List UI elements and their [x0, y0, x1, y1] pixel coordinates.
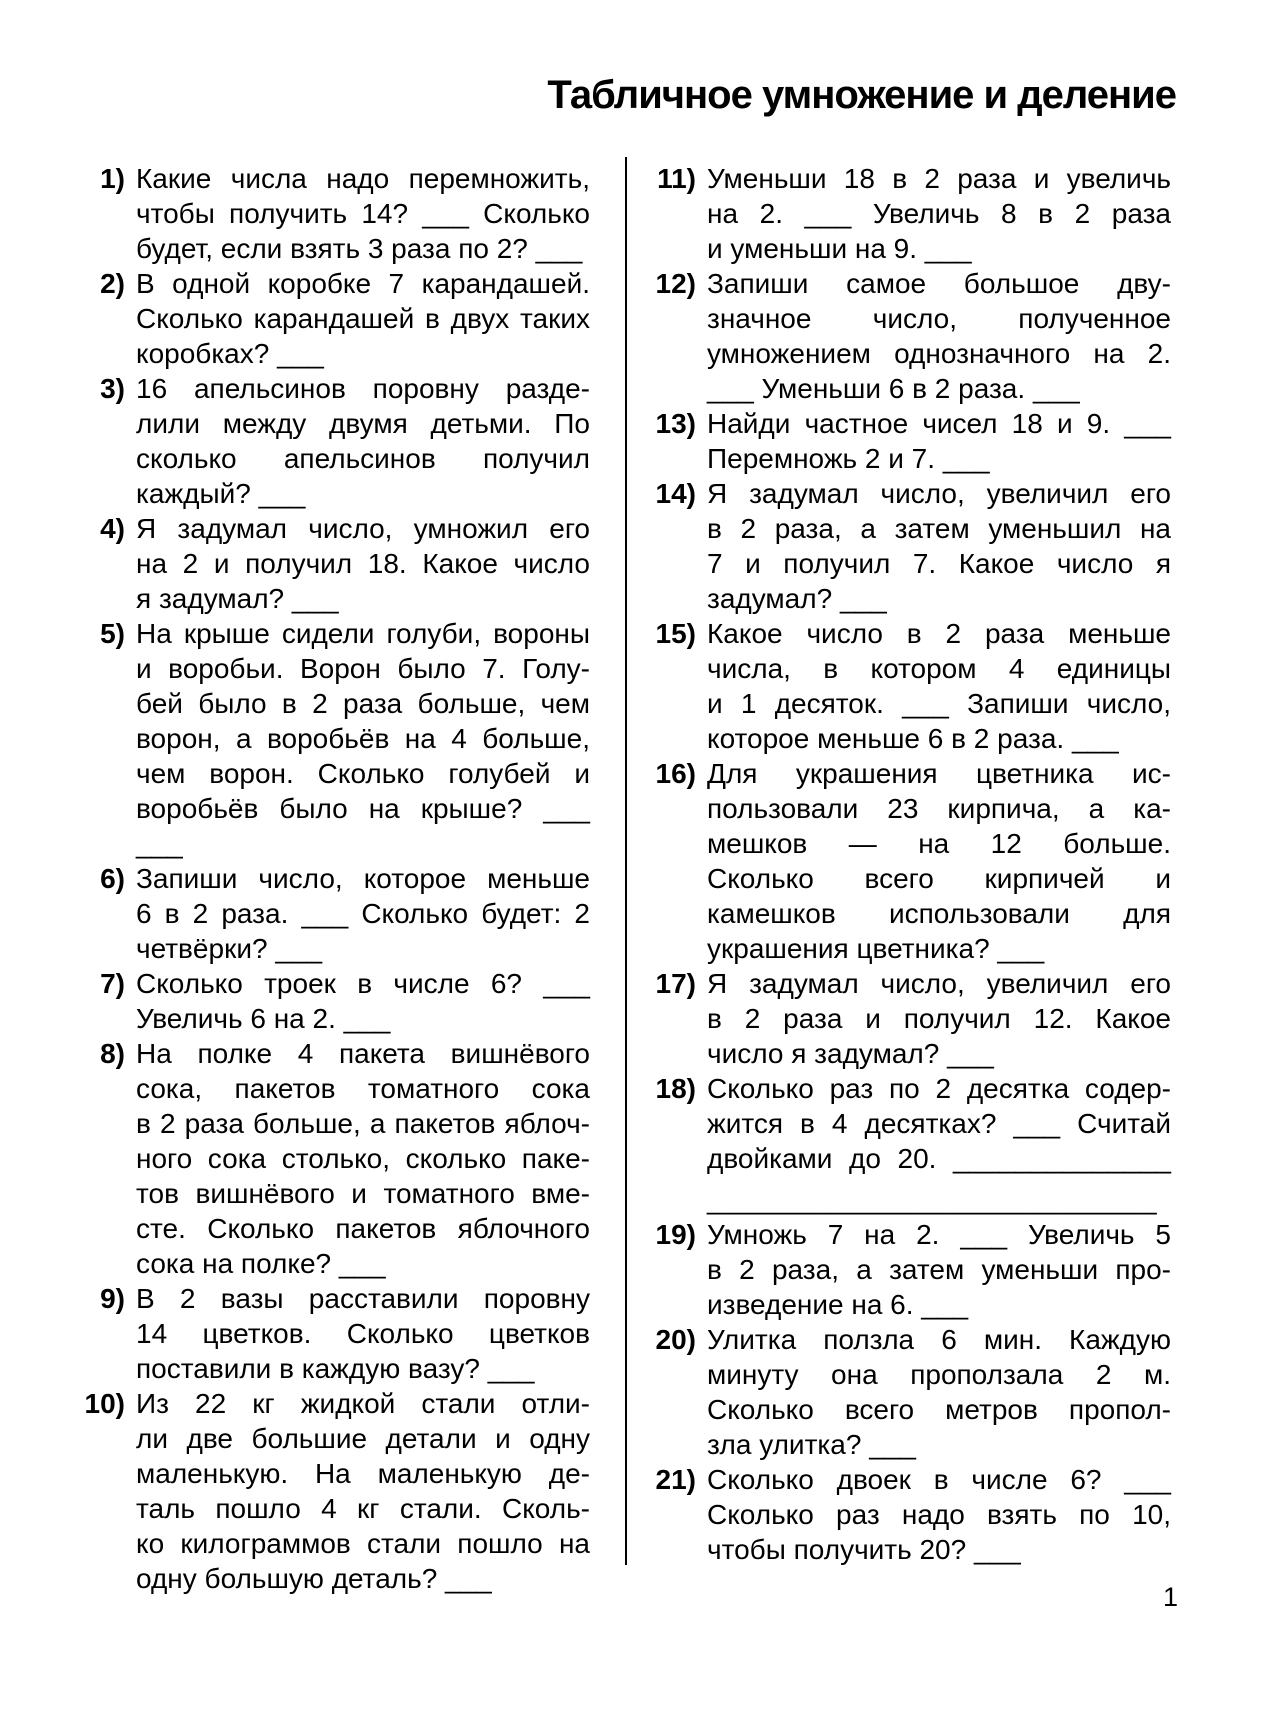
problem-number: 13): [655, 408, 696, 439]
problem: [100, 161, 590, 266]
problem-line: чем ворон. Сколько голубей и: [136, 758, 590, 789]
worksheet-title: Табличное умножение и деление: [547, 73, 1176, 117]
problem-line: числа, в котором 4 единицы: [707, 653, 1171, 684]
problem: [100, 1281, 590, 1386]
problem-line: Я задумал число, умножил его: [136, 513, 590, 544]
problems-column-left: [84, 161, 590, 1596]
problem-line: Сколько всего кирпичей и: [707, 863, 1171, 894]
problem-line: будет, если взять 3 раза по 2? ___: [136, 233, 583, 264]
problem-line: таль пошло 4 кг стали. Сколь-: [136, 1493, 590, 1524]
problem-line: Перемножь 2 и 7. ___: [707, 443, 990, 474]
problem-line: жится в 4 десятках? ___ Считай: [707, 1108, 1171, 1139]
problems-column-right: [655, 161, 1171, 1567]
problem-line: чтобы получить 20? ___: [707, 1534, 1021, 1565]
problem-line: значное число, полученное: [707, 303, 1171, 334]
problem-line: в 2 раза, а затем уменьши про-: [707, 1254, 1171, 1285]
problem-number: 3): [100, 373, 125, 404]
problem-number: 1): [100, 163, 125, 194]
problem-number: 17): [655, 968, 696, 999]
problem: [655, 616, 1171, 756]
problem-line: Сколько всего метров пропол-: [707, 1394, 1171, 1425]
problem-line: Сколько карандашей в двух таких: [136, 303, 590, 334]
problem-line: камешков использовали для: [707, 898, 1171, 929]
problem-line: 16 апельсинов поровну разде-: [136, 373, 590, 404]
column-divider: [625, 157, 627, 1565]
problem-number: 19): [655, 1219, 696, 1250]
problem-line: ворон, а воробьёв на 4 больше,: [136, 723, 590, 754]
problem-line: сколько апельсинов получил: [136, 443, 590, 474]
problem: [655, 1462, 1171, 1567]
problem-number: 15): [655, 618, 696, 649]
problem-number: 7): [100, 968, 125, 999]
problem-line: Я задумал число, увеличил его: [707, 478, 1171, 509]
problem-line: двойками до 20. ______________: [707, 1143, 1171, 1174]
problem-line: сте. Сколько пакетов яблочного: [136, 1213, 590, 1244]
problem-number: 14): [655, 478, 696, 509]
problem-number: 12): [655, 268, 696, 299]
problem-line: Я задумал число, увеличил его: [707, 968, 1171, 999]
problem-number: 11): [657, 163, 696, 194]
problem-line: На крыше сидели голуби, вороны: [136, 618, 590, 649]
problem-line: сока на полке? ___: [136, 1248, 386, 1279]
problem-line: Уменьши 18 в 2 раза и увеличь: [707, 163, 1171, 194]
problem-line: Увеличь 6 на 2. ___: [136, 1003, 391, 1034]
problem-line: На полке 4 пакета вишнёвого: [136, 1038, 590, 1069]
problem-number: 4): [100, 513, 125, 544]
problem-line: сока, пакетов томатного сока: [136, 1073, 590, 1104]
problem-number: 9): [100, 1283, 125, 1314]
problem: [655, 266, 1171, 406]
problem-line: одну большую деталь? ___: [136, 1563, 492, 1594]
problem: [655, 1322, 1171, 1462]
problem-line: умножением однозначного на 2.: [707, 338, 1171, 369]
problem-line: тов вишнёвого и томатного вме-: [136, 1178, 590, 1209]
problem-line: В 2 вазы расставили поровну: [136, 1283, 590, 1314]
problem-line: 7 и получил 7. Какое число я: [707, 548, 1171, 579]
problem: [655, 1217, 1171, 1322]
problem: [100, 266, 590, 371]
problem-line: и уменьши на 9. ___: [707, 233, 972, 264]
problem-line: ____________________________: [707, 1184, 1158, 1215]
problem: [655, 966, 1171, 1071]
problem-line: Какие числа надо перемножить,: [136, 163, 590, 194]
problem-line: Умножь 7 на 2. ___ Увеличь 5: [707, 1219, 1171, 1250]
problem-number: 2): [100, 268, 125, 299]
problem: [657, 161, 1171, 266]
problem: [100, 861, 590, 966]
problem-line: Улитка ползла 6 мин. Каждую: [707, 1324, 1171, 1355]
problem: [655, 406, 1171, 476]
page-number: 1: [1162, 1582, 1178, 1612]
problem-line: число я задумал? ___: [707, 1038, 994, 1069]
problem-line: бей было в 2 раза больше, чем: [136, 688, 590, 719]
problem-line: зла улитка? ___: [707, 1429, 916, 1460]
problem-line: Сколько раз по 2 десятка содер-: [707, 1073, 1171, 1104]
problem-number: 21): [655, 1464, 696, 1495]
problem-number: 5): [100, 618, 125, 649]
problem: [100, 511, 590, 616]
problem-number: 6): [100, 863, 125, 894]
problem-line: лили между двумя детьми. По: [136, 408, 590, 439]
problem-line: Сколько двоек в числе 6? ___: [707, 1464, 1171, 1495]
problem-line: задумал? ___: [707, 583, 887, 614]
problem-line: в 2 раза больше, а пакетов яблоч-: [136, 1108, 590, 1139]
problem-line: я задумал? ___: [136, 583, 339, 614]
problem: [655, 476, 1171, 616]
problem-line: Сколько раз надо взять по 10,: [707, 1499, 1171, 1530]
problem: [100, 616, 590, 861]
problem-line: ___ Уменьши 6 в 2 раза. ___: [707, 373, 1080, 404]
problem-number: 8): [100, 1038, 125, 1069]
problem: [100, 966, 590, 1036]
problem-line: и воробьи. Ворон было 7. Голу-: [136, 653, 590, 684]
problem-line: 14 цветков. Сколько цветков: [136, 1318, 590, 1349]
problem-line: в 2 раза и получил 12. Какое: [707, 1003, 1171, 1034]
problem-line: изведение на 6. ___: [707, 1289, 969, 1320]
problem-line: минуту она проползала 2 м.: [707, 1359, 1171, 1390]
problem-line: 6 в 2 раза. ___ Сколько будет: 2: [136, 898, 590, 929]
problem: [100, 371, 590, 511]
problem-line: мешков — на 12 больше.: [707, 828, 1171, 859]
problem-line: чтобы получить 14? ___ Сколько: [136, 198, 590, 229]
problem-line: Запиши самое большое дву-: [707, 268, 1171, 299]
problem-line: четвёрки? ___: [136, 933, 323, 964]
problem-line: которое меньше 6 в 2 раза. ___: [707, 723, 1119, 754]
problem-line: на 2 и получил 18. Какое число: [136, 548, 590, 579]
problem: [655, 756, 1171, 966]
problem-line: в 2 раза, а затем уменьшил на: [707, 513, 1171, 544]
problem: [84, 1386, 590, 1596]
problem-line: украшения цветника? ___: [707, 933, 1045, 964]
problem-number: 20): [655, 1324, 696, 1355]
problem: [655, 1071, 1171, 1217]
problem-line: ко килограммов стали пошло на: [136, 1528, 590, 1559]
problem-line: Запиши число, которое меньше: [136, 863, 590, 894]
problem-line: поставили в каждую вазу? ___: [136, 1353, 535, 1384]
problem-line: ли две большие детали и одну: [136, 1423, 590, 1454]
problem-number: 18): [655, 1073, 696, 1104]
problem-number: 10): [84, 1388, 125, 1419]
problem-line: Найди частное чисел 18 и 9. ___: [707, 408, 1171, 439]
problem: [100, 1036, 590, 1281]
problem-line: В одной коробке 7 карандашей.: [136, 268, 590, 299]
problem-line: коробках? ___: [136, 338, 324, 369]
problem-line: воробьёв было на крыше? ___ ___: [136, 793, 590, 859]
problem-line: и 1 десяток. ___ Запиши число,: [707, 688, 1171, 719]
problem-line: Какое число в 2 раза меньше: [707, 618, 1171, 649]
problem-number: 16): [655, 758, 696, 789]
problem-line: Из 22 кг жидкой стали отли-: [136, 1388, 590, 1419]
problem-line: пользовали 23 кирпича, а ка-: [707, 793, 1171, 824]
problem-line: на 2. ___ Увеличь 8 в 2 раза: [707, 198, 1171, 229]
problem-line: маленькую. На маленькую де-: [136, 1458, 590, 1489]
problem-line: Сколько троек в числе 6? ___: [136, 968, 590, 999]
problem-line: Для украшения цветника ис-: [707, 758, 1171, 789]
problem-line: каждый? ___: [136, 478, 306, 509]
problem-line: ного сока столько, сколько паке-: [136, 1143, 590, 1174]
